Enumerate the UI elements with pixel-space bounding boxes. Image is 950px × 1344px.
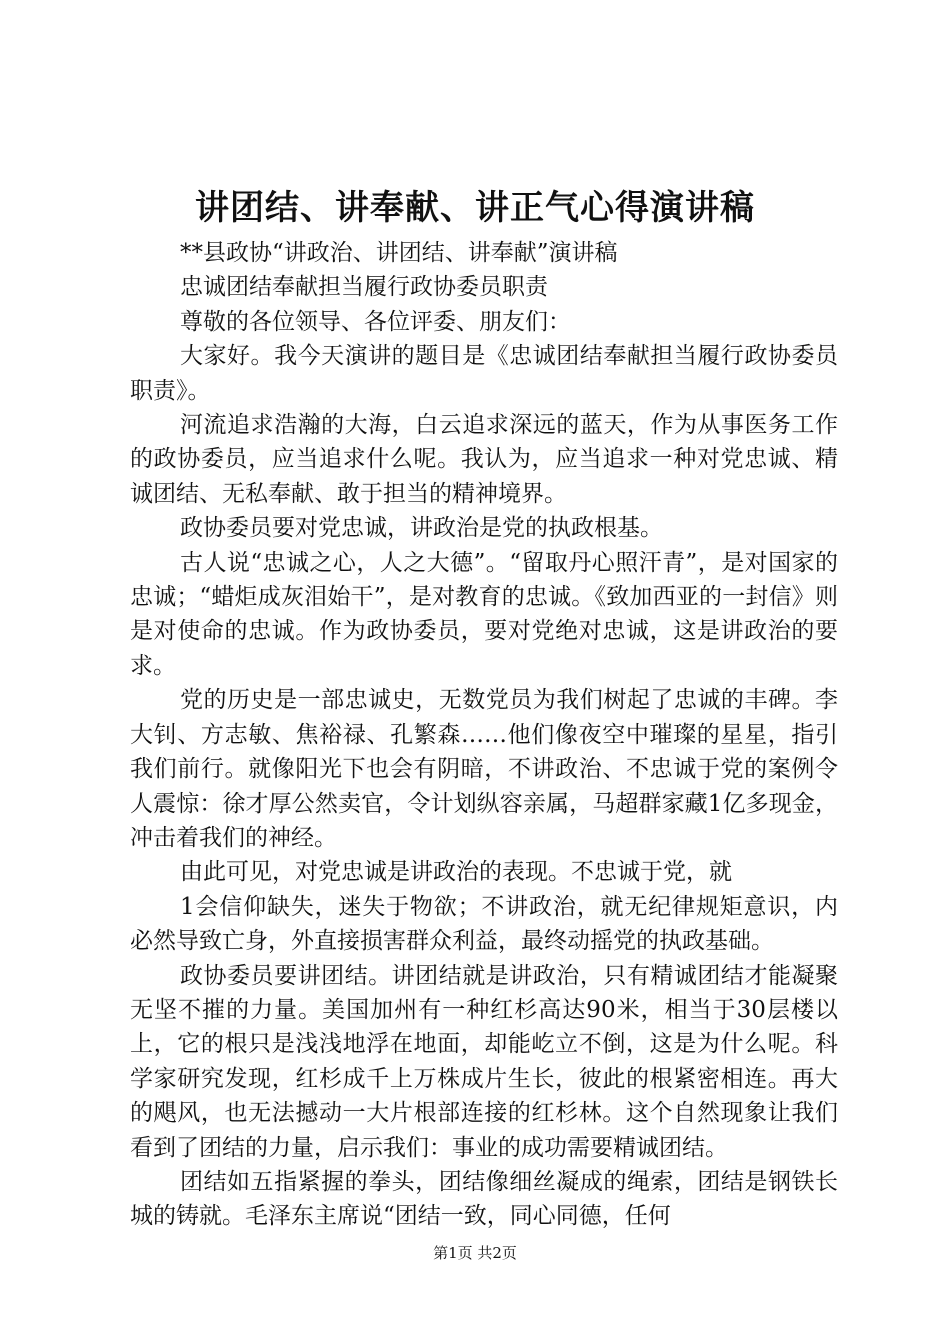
- paragraph: 团结如五指紧握的拳头，团结像细丝凝成的绳索，团结是钢铁长城的铸就。毛泽东主席说“团结一致，同心同德，任何: [130, 1168, 838, 1230]
- paragraph: 政协委员要对党忠诚，讲政治是党的执政根基。: [180, 515, 663, 542]
- paragraph: 1会信仰缺失，迷失于物欲；不讲政治，就无纪律规矩意识，内必然导致亡身，外直接损害群众利益，最终动摇党的执政基础。: [130, 893, 838, 955]
- paragraph: 政协委员要讲团结。讲团结就是讲政治，只有精诚团结才能凝聚无坚不摧的力量。美国加州有一种红杉高达90米，相当于30层楼以上，它的根只是浅浅地浮在地面，却能屹立不倒，这是为什么呢。科学家研究发现，红杉成千上万株成片生长，彼此的根紧密相连。再大的飓风，也无法撼动一大片根部连接的红杉林。这个自然现象让我们看到了团结的力量，启示我们：事业的成功需要精诚团结。: [130, 962, 838, 1161]
- page-footer: 第1页 共2页: [433, 1244, 517, 1262]
- document-body: [130, 236, 838, 1234]
- paragraph: 党的历史是一部忠诚史，无数党员为我们树起了忠诚的丰碑。李大钊、方志敏、焦裕禄、孔繁森……他们像夜空中璀璨的星星，指引我们前行。就像阳光下也会有阴暗，不讲政治、不忠诚于党的案例令人震惊：徐才厚公然卖官，令计划纵容亲属，马超群家藏1亿多现金，冲击着我们的神经。: [130, 687, 838, 851]
- paragraph: **县政协“讲政治、讲团结、讲奉献”演讲稿: [180, 240, 618, 266]
- paragraph: 古人说“忠诚之心，人之大德”。“留取丹心照汗青”，是对国家的忠诚；“蜡炬成灰泪始干”，是对教育的忠诚。《致加西亚的一封信》则是对使命的忠诚。作为政协委员，要对党绝对忠诚，这是讲政治的要求。: [130, 549, 838, 679]
- paragraph: 河流追求浩瀚的大海，白云追求深远的蓝天，作为从事医务工作的政协委员，应当追求什么呢。我认为，应当追求一种对党忠诚、精诚团结、无私奉献、敢于担当的精神境界。: [130, 412, 838, 507]
- paragraph: 由此可见，对党忠诚是讲政治的表现。不忠诚于党，就: [180, 859, 732, 886]
- paragraph: 忠诚团结奉献担当履行政协委员职责: [180, 274, 548, 301]
- paragraph: 尊敬的各位领导、各位评委、朋友们：: [180, 308, 571, 335]
- paragraph: 大家好。我今天演讲的题目是《忠诚团结奉献担当履行政协委员职责》。: [130, 343, 838, 404]
- document-title: 讲团结、讲奉献、讲正气心得演讲稿: [195, 188, 755, 228]
